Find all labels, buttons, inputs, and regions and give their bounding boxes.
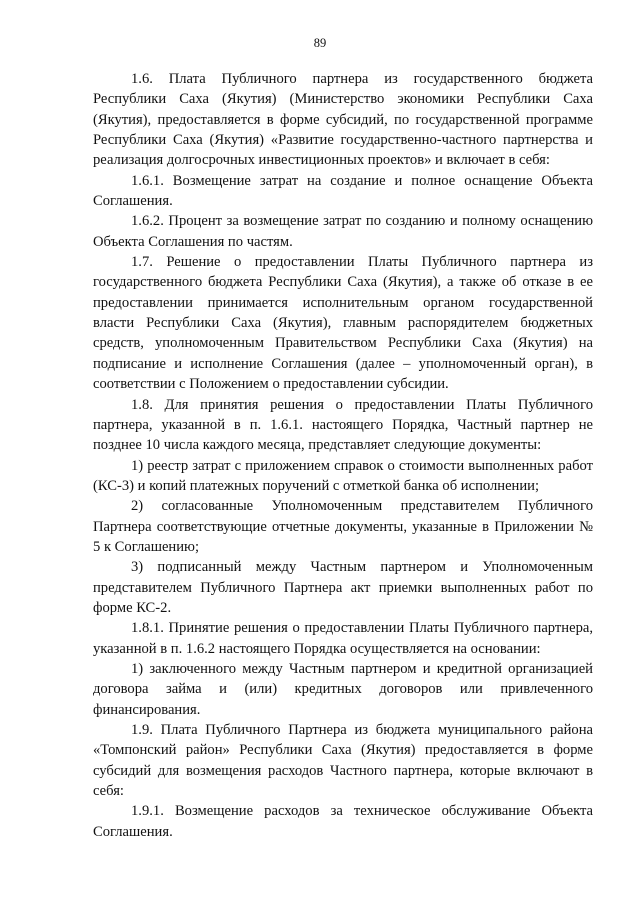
paragraph-1-9-1: 1.9.1. Возмещение расходов за техническое обслуживание Объекта Соглашения.	[93, 803, 593, 840]
paragraph-1-6-2: 1.6.2. Процент за возмещение затрат по созданию и полному оснащению Объекта Соглашения по частям.	[93, 213, 593, 250]
paragraph-1-6: 1.6. Плата Публичного партнера из государственного бюджета Республики Саха (Якутия) (Министерство экономики Республики Саха (Якутия), предоставляется в форме субсидий, по государственной программе Республики Саха (Якутия) «Развитие государственно-частного партнерства и реализация долгосрочных инвестиционных проектов» и включает в себя:	[93, 71, 593, 169]
paragraph-1-7: 1.7. Решение о предоставлении Платы Публичного партнера из государственного бюджета Республики Саха (Якутия), а также об отказе в ее предоставлении принимается исполнительным органом государственной власти Республики Саха (Якутия), главным распорядителем бюджетных средств, уполномоченным Правительством Республики Саха (Якутия) на подписание и исполнение Соглашения (далее – уполномоченный орган), в соответствии с Положением о предоставлении субсидии.	[93, 254, 593, 393]
list-item-1-8-1-1: 1) заключенного между Частным партнером и кредитной организацией договора займа и (или) кредитных договоров или привлеченного финансирования.	[93, 660, 593, 718]
page-number: 89	[313, 36, 327, 50]
list-item-1-8-2: 2) согласованные Уполномоченным представителем Публичного Партнера соответствующие отчетные документы, указанные в Приложении № 5 к Соглашению;	[93, 498, 593, 555]
paragraph-1-8: 1.8. Для принятия решения о предоставлении Платы Публичного партнера, указанной в п. 1.6.1. настоящего Порядка, Частный партнер не позднее 10 числа каждого месяца, представляет следующие документы:	[93, 396, 593, 454]
document-body	[93, 69, 593, 842]
list-item-1-8-3: 3) подписанный между Частным партнером и Уполномоченным представителем Публичного Партнера акт приемки выполненных работ по форме КС-2.	[93, 559, 593, 616]
paragraph-1-8-1: 1.8.1. Принятие решения о предоставлении Платы Публичного партнера, указанной в п. 1.6.2 настоящего Порядка осуществляется на основании:	[93, 620, 593, 657]
paragraph-1-9: 1.9. Плата Публичного Партнера из бюджета муниципального района «Томпонский район» Республики Саха (Якутия) предоставляется в форме субсидий для возмещения расходов Частного партнера, которые включают в себя:	[93, 722, 593, 800]
list-item-1-8-1: 1) реестр затрат с приложением справок о стоимости выполненных работ (КС-3) и копий платежных поручений с отметкой банка об исполнении;	[93, 457, 593, 494]
paragraph-1-6-1: 1.6.1. Возмещение затрат на создание и полное оснащение Объекта Соглашения.	[93, 172, 593, 210]
